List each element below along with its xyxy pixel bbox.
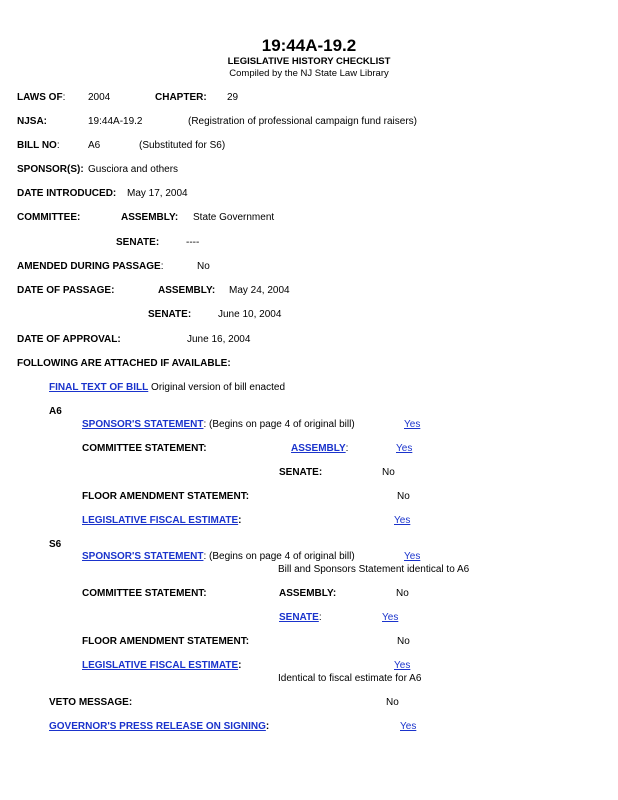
compiled-by: Compiled by the NJ State Law Library xyxy=(229,68,389,79)
s6-committee-senate-yes-link[interactable]: Yes xyxy=(382,612,399,623)
s6-sponsor-statement-note: : (Begins on page 4 of original bill) xyxy=(203,551,355,562)
njsa-description: (Registration of professional campaign fund raisers) xyxy=(188,116,417,127)
page-subtitle: LEGISLATIVE HISTORY CHECKLIST xyxy=(227,56,391,67)
date-introduced-value: May 17, 2004 xyxy=(127,188,188,199)
bill-no-label: BILL NO xyxy=(17,140,57,151)
passage-label: DATE OF PASSAGE: xyxy=(17,285,115,296)
committee-senate-label: SENATE: xyxy=(116,237,160,248)
approval-value: June 16, 2004 xyxy=(187,334,251,345)
a6-committee-assembly-yes-link[interactable]: Yes xyxy=(396,443,413,454)
s6-floor-value: No xyxy=(397,636,410,647)
a6-sponsor-statement-link[interactable]: SPONSOR'S STATEMENT xyxy=(82,419,204,430)
laws-of-label-group xyxy=(17,92,65,104)
amended-value: No xyxy=(197,261,210,272)
committee-label: COMMITTEE: xyxy=(17,212,81,223)
s6-floor-label: FLOOR AMENDMENT STATEMENT: xyxy=(82,636,250,647)
laws-of-label: LAWS OF xyxy=(17,92,63,103)
committee-senate-value: ---- xyxy=(186,237,200,248)
a6-committee-assembly-link[interactable]: ASSEMBLY xyxy=(291,443,346,454)
s6-fiscal-yes-link[interactable]: Yes xyxy=(394,660,411,671)
a6-committee-label: COMMITTEE STATEMENT: xyxy=(82,443,207,454)
s6-sponsor-statement-row xyxy=(82,551,355,563)
bill-no-note: (Substituted for S6) xyxy=(139,140,226,151)
s6-sponsor-statement-link[interactable]: SPONSOR'S STATEMENT xyxy=(82,551,204,562)
bill-no-value: A6 xyxy=(88,140,101,151)
laws-of-colon: : xyxy=(62,92,66,103)
s6-committee-assembly-value: No xyxy=(396,588,409,599)
a6-fiscal-link[interactable]: LEGISLATIVE FISCAL ESTIMATE xyxy=(82,515,239,526)
veto-label: VETO MESSAGE: xyxy=(49,697,133,708)
amended-label-group xyxy=(17,261,164,273)
njsa-label: NJSA: xyxy=(17,116,48,127)
a6-fiscal-row xyxy=(82,515,241,527)
s6-committee-senate-row xyxy=(279,612,322,624)
a6-floor-value: No xyxy=(397,491,410,502)
final-text-link[interactable]: FINAL TEXT OF BILL xyxy=(49,382,149,393)
governor-press-release-link[interactable]: GOVERNOR'S PRESS RELEASE ON SIGNING xyxy=(49,721,266,732)
chapter-value: 29 xyxy=(227,92,239,103)
s6-fiscal-colon: : xyxy=(238,660,242,671)
bill-no-label-group xyxy=(17,140,60,152)
page-title: 19:44A-19.2 xyxy=(261,36,357,55)
a6-sponsor-statement-row xyxy=(82,419,355,431)
veto-value: No xyxy=(386,697,399,708)
s6-committee-senate-link[interactable]: SENATE xyxy=(279,612,319,623)
a6-label: A6 xyxy=(49,406,62,417)
governor-colon: : xyxy=(265,721,270,732)
date-introduced-label: DATE INTRODUCED: xyxy=(17,188,117,199)
approval-label: DATE OF APPROVAL: xyxy=(17,334,121,345)
sponsors-label: SPONSOR(S): xyxy=(17,164,84,175)
final-text-description: Original version of bill enacted xyxy=(151,382,286,393)
s6-fiscal-extra: Identical to fiscal estimate for A6 xyxy=(278,673,422,684)
s6-fiscal-link[interactable]: LEGISLATIVE FISCAL ESTIMATE xyxy=(82,660,239,671)
governor-yes-link[interactable]: Yes xyxy=(400,721,417,732)
committee-assembly-label: ASSEMBLY: xyxy=(121,212,179,223)
a6-committee-assembly-colon: : xyxy=(345,443,349,454)
s6-committee-assembly-label: ASSEMBLY: xyxy=(279,588,337,599)
njsa-value: 19:44A-19.2 xyxy=(88,116,143,127)
a6-fiscal-yes-link[interactable]: Yes xyxy=(394,515,411,526)
s6-fiscal-row xyxy=(82,660,241,672)
sponsors-value: Gusciora and others xyxy=(88,164,179,175)
attached-heading: FOLLOWING ARE ATTACHED IF AVAILABLE: xyxy=(17,358,231,369)
a6-sponsor-statement-yes-link[interactable]: Yes xyxy=(404,419,421,430)
amended-label: AMENDED DURING PASSAGE xyxy=(17,261,161,272)
a6-committee-senate-value: No xyxy=(382,467,395,478)
passage-assembly-label: ASSEMBLY: xyxy=(158,285,216,296)
s6-sponsor-statement-yes-link[interactable]: Yes xyxy=(404,551,421,562)
passage-assembly-value: May 24, 2004 xyxy=(229,285,290,296)
committee-assembly-value: State Government xyxy=(193,212,275,223)
a6-committee-senate-label: SENATE: xyxy=(279,467,323,478)
s6-committee-senate-colon: : xyxy=(318,612,322,623)
a6-sponsor-statement-note: : (Begins on page 4 of original bill) xyxy=(203,419,355,430)
a6-fiscal-colon: : xyxy=(238,515,242,526)
laws-of-value: 2004 xyxy=(88,92,111,103)
passage-senate-label: SENATE: xyxy=(148,309,192,320)
a6-committee-assembly-row xyxy=(291,443,348,455)
final-text-row xyxy=(49,382,285,394)
s6-committee-label: COMMITTEE STATEMENT: xyxy=(82,588,207,599)
bill-no-colon: : xyxy=(56,140,60,151)
passage-senate-value: June 10, 2004 xyxy=(218,309,282,320)
chapter-label: CHAPTER: xyxy=(155,92,207,103)
s6-sponsor-statement-extra: Bill and Sponsors Statement identical to A6 xyxy=(278,564,470,575)
a6-floor-label: FLOOR AMENDMENT STATEMENT: xyxy=(82,491,250,502)
governor-row xyxy=(49,721,269,733)
s6-label: S6 xyxy=(49,539,62,550)
amended-colon: : xyxy=(160,261,164,272)
